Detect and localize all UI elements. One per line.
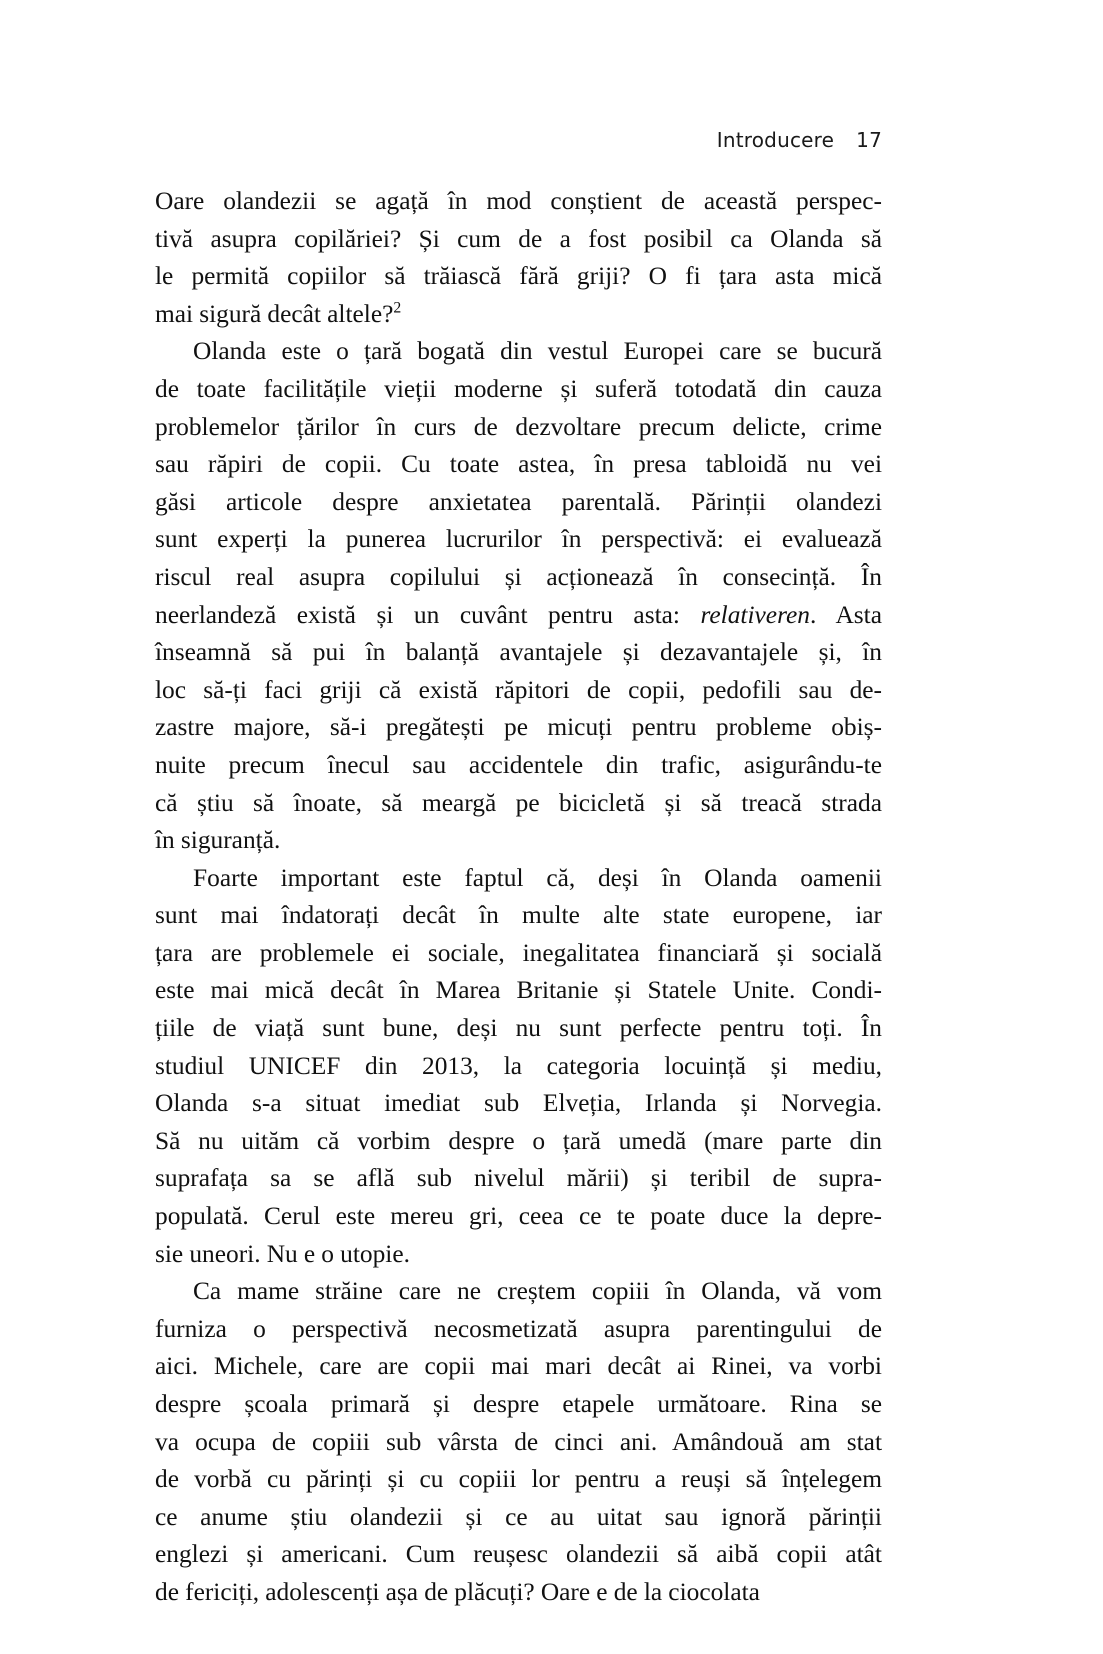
text-line-content: mai sigură decât altele? xyxy=(155,299,394,328)
text-line: populată. Cerul este mereu gri, ceea ce te poate duce la depre- xyxy=(155,1202,882,1231)
text-line: Foarte important este faptul că, deși în Olanda oamenii xyxy=(193,863,882,892)
text-line: studiul UNICEF din 2013, la categoria locuință și mediu, xyxy=(155,1051,882,1080)
foreign-term-italic: relativeren xyxy=(700,600,810,629)
paragraph-1 xyxy=(155,183,882,333)
text-line: aici. Michele, care are copii mai mari decât ai Rinei, va vorbi xyxy=(155,1352,882,1381)
body-text-block xyxy=(155,183,882,1612)
text-line: sunt mai îndatorați decât în multe alte state europene, iar xyxy=(155,901,882,930)
text-line: găsi articole despre anxietatea parentală. Părinții olandezi xyxy=(155,487,882,516)
text-line: va ocupa de copiii sub vârsta de cinci ani. Amândouă am stat xyxy=(155,1427,882,1456)
text-line: că știu să înoate, să meargă pe bicicletă și să treacă strada xyxy=(155,788,882,817)
text-line: sau răpiri de copii. Cu toate astea, în presa tabloidă nu vei xyxy=(155,450,882,479)
text-line: sie uneori. Nu e o utopie. xyxy=(155,1239,410,1268)
text-line: este mai mică decât în Marea Britanie și Statele Unite. Condi- xyxy=(155,976,882,1005)
text-line: furniza o perspectivă necosmetizată asupra parentingului de xyxy=(155,1314,882,1343)
paragraph-3 xyxy=(155,860,882,1274)
text-line-tail: . Asta xyxy=(809,600,882,629)
text-line-content: neerlandeză există și un cuvânt pentru asta: xyxy=(155,600,701,629)
running-header xyxy=(155,128,882,152)
text-line: Olanda este o țară bogată din vestul Europei care se bucură xyxy=(193,337,882,366)
text-line: loc să-ți faci griji că există răpitori de copii, pedofili sau de- xyxy=(155,675,882,704)
text-line: țara are problemele ei sociale, inegalitatea financiară și socială xyxy=(155,938,882,967)
footnote-marker: 2 xyxy=(393,299,402,317)
text-line: tivă asupra copilăriei? Și cum de a fost posibil ca Olanda să xyxy=(155,224,882,253)
text-line: nuite precum înecul sau accidentele din trafic, asigurându-te xyxy=(155,750,882,779)
text-line: despre școala primară și despre etapele următoare. Rina se xyxy=(155,1390,882,1418)
text-line: riscul real asupra copilului și acționează în consecință. În xyxy=(155,562,882,591)
text-line: țiile de viață sunt bune, deși nu sunt perfecte pentru toți. În xyxy=(155,1014,882,1043)
text-line: suprafața sa se află sub nivelul mării) și teribil de supra- xyxy=(155,1164,882,1193)
text-line: de vorbă cu părinți și cu copiii lor pentru a reuși să înțelegem xyxy=(155,1465,882,1494)
paragraph-4 xyxy=(155,1273,882,1611)
text-line: Să nu uităm că vorbim despre o țară umedă (mare parte din xyxy=(155,1126,882,1155)
text-line xyxy=(155,296,882,334)
text-line: Olanda s-a situat imediat sub Elveția, Irlanda și Norvegia. xyxy=(155,1089,882,1118)
text-line: Ca mame străine care ne creștem copiii în Olanda, vă vom xyxy=(193,1277,882,1306)
paragraph-2 xyxy=(155,333,882,859)
running-header-chapter-title: Introducere xyxy=(716,128,835,152)
text-line: ce anume știu olandezii și ce au uitat sau ignoră părinții xyxy=(155,1502,882,1531)
text-line: sunt experți la punerea lucrurilor în perspectivă: ei evaluează xyxy=(155,525,882,554)
text-line: problemelor țărilor în curs de dezvoltare precum delicte, crime xyxy=(155,412,882,441)
text-line-with-foreign-term xyxy=(155,597,882,635)
text-line: zastre majore, să-i pregătești pe micuți pentru probleme obiș- xyxy=(155,713,882,742)
text-line: în siguranță. xyxy=(155,826,281,855)
text-line: înseamnă să pui în balanță avantajele și dezavantajele și, în xyxy=(155,638,882,667)
text-line: Oare olandezii se agață în mod conștient de această perspec- xyxy=(155,187,882,215)
text-line: englezi și americani. Cum reușesc olandezii să aibă copii atât xyxy=(155,1540,882,1569)
text-line: de fericiți, adolescenți așa de plăcuți? Oare e de la ciocolata xyxy=(155,1577,760,1606)
page-number: 17 xyxy=(856,128,882,152)
text-line: le permită copiilor să trăiască fără griji? O fi țara asta mică xyxy=(155,262,882,291)
text-line: de toate facilitățile vieții moderne și suferă totodată din cauza xyxy=(155,374,882,403)
